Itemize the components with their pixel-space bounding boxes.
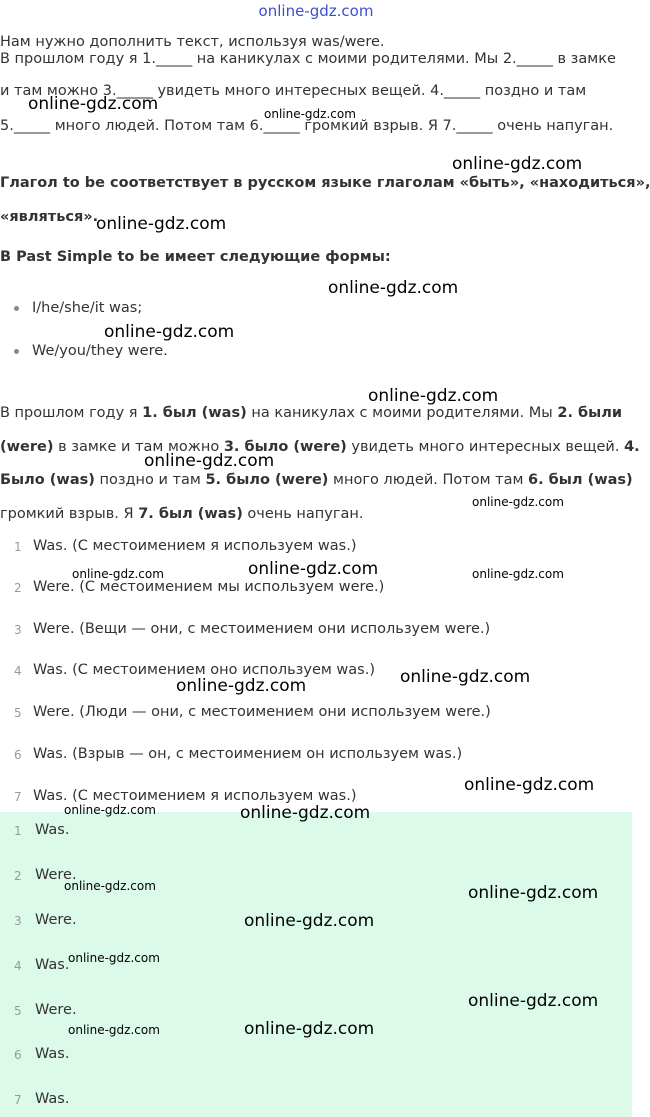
answer-number: 2 bbox=[14, 869, 22, 883]
answer-highlight: Было (was) bbox=[0, 472, 95, 488]
explanation-item: Was. (С местоимением я используем was.) bbox=[33, 538, 357, 554]
watermark: online-gdz.com bbox=[72, 567, 164, 581]
form-item-plural: We/you/they were. bbox=[32, 343, 168, 359]
watermark: online-gdz.com bbox=[452, 154, 583, 174]
watermark: online-gdz.com bbox=[368, 386, 499, 406]
answer-highlight: (were) bbox=[0, 439, 54, 455]
answer-text: увидеть много интересных вещей. bbox=[346, 439, 625, 455]
answer-text: на каникулах с моими родителями. Мы bbox=[246, 405, 558, 421]
explanation-number: 1 bbox=[14, 540, 22, 554]
watermark: online-gdz.com bbox=[264, 107, 356, 121]
answer-text: громкий взрыв. Я bbox=[0, 506, 139, 522]
answer-number: 7 bbox=[14, 1093, 22, 1107]
watermark: online-gdz.com bbox=[244, 911, 375, 931]
watermark: online-gdz.com bbox=[472, 567, 564, 581]
explanation-item: Was. (С местоимением я используем was.) bbox=[33, 788, 357, 804]
explanation-item: Were. (С местоимением мы используем were.) bbox=[33, 579, 385, 595]
answer-number: 3 bbox=[14, 914, 22, 928]
explanation-number: 6 bbox=[14, 748, 22, 762]
task-text-line-2: и там можно 3._____ увидеть много интересных вещей. 4._____ поздно и там bbox=[0, 83, 587, 99]
task-text-line-3: 5._____ много людей. Потом там 6._____ громкий взрыв. Я 7._____ очень напуган. bbox=[0, 118, 614, 134]
answer-number: 4 bbox=[14, 959, 22, 973]
rule-line-1: Глагол to be соответствует в русском языке глаголам «быть», «находиться», bbox=[0, 175, 650, 191]
watermark: online-gdz.com bbox=[244, 1019, 375, 1039]
answer-item: Were. bbox=[35, 867, 77, 883]
answer-highlight: 3. было (were) bbox=[223, 439, 347, 455]
watermark: online-gdz.com bbox=[104, 322, 235, 342]
explanation-number: 4 bbox=[14, 664, 22, 678]
answer-item: Were. bbox=[35, 1002, 77, 1018]
site-title[interactable]: online-gdz.com bbox=[258, 2, 374, 20]
watermark: online-gdz.com bbox=[328, 278, 459, 298]
answer-item: Was. bbox=[35, 1046, 70, 1062]
watermark: online-gdz.com bbox=[64, 879, 156, 893]
task-text-line-1: В прошлом году я 1._____ на каникулах с моими родителями. Мы 2._____ в замке bbox=[0, 51, 616, 67]
answer-highlight: 5. было (were) bbox=[205, 472, 329, 488]
answer-text: много людей. Потом там bbox=[328, 472, 529, 488]
answer-text: поздно и там bbox=[94, 472, 206, 488]
watermark: online-gdz.com bbox=[248, 559, 379, 579]
answer-highlight: 2. были bbox=[557, 405, 623, 421]
watermark: online-gdz.com bbox=[400, 667, 531, 687]
answer-paragraph-line-3 bbox=[0, 470, 632, 490]
bullet-icon bbox=[14, 306, 19, 311]
answer-item: Was. bbox=[35, 957, 70, 973]
answer-text: в замке и там можно bbox=[53, 439, 224, 455]
explanation-item: Were. (Вещи — они, с местоимением они используем were.) bbox=[33, 621, 491, 637]
explanation-number: 5 bbox=[14, 706, 22, 720]
rule-line-2: «являться». bbox=[0, 209, 99, 225]
answer-number: 6 bbox=[14, 1048, 22, 1062]
answer-text: В прошлом году я bbox=[0, 405, 143, 421]
task-instruction: Нам нужно дополнить текст, используя was/were. bbox=[0, 34, 385, 50]
watermark: online-gdz.com bbox=[144, 451, 275, 471]
answer-item: Was. bbox=[35, 822, 70, 838]
watermark: online-gdz.com bbox=[472, 495, 564, 509]
past-simple-heading: В Past Simple to be имеет следующие формы: bbox=[0, 249, 391, 265]
answer-item: Were. bbox=[35, 912, 77, 928]
watermark: online-gdz.com bbox=[96, 214, 227, 234]
answer-text: очень напуган. bbox=[242, 506, 364, 522]
watermark: online-gdz.com bbox=[240, 803, 371, 823]
form-item-singular: I/he/she/it was; bbox=[32, 300, 143, 316]
answer-highlight: 6. был (was) bbox=[528, 472, 633, 488]
explanation-item: Were. (Люди — они, с местоимением они используем were.) bbox=[33, 704, 491, 720]
watermark: online-gdz.com bbox=[176, 676, 307, 696]
answer-highlight: 4. bbox=[624, 439, 640, 455]
explanation-item: Was. (С местоимением оно используем was.) bbox=[33, 662, 375, 678]
answer-paragraph-line-1 bbox=[0, 403, 632, 423]
watermark: online-gdz.com bbox=[68, 1023, 160, 1037]
answer-number: 1 bbox=[14, 824, 22, 838]
explanation-number: 2 bbox=[14, 581, 22, 595]
explanation-item: Was. (Взрыв — он, с местоимением он используем was.) bbox=[33, 746, 463, 762]
answer-number: 5 bbox=[14, 1004, 22, 1018]
watermark: online-gdz.com bbox=[28, 94, 159, 114]
watermark: online-gdz.com bbox=[468, 991, 599, 1011]
explanation-number: 3 bbox=[14, 623, 22, 637]
answer-highlight: 7. был (was) bbox=[138, 506, 243, 522]
watermark: online-gdz.com bbox=[64, 803, 156, 817]
bullet-icon bbox=[14, 349, 19, 354]
answer-paragraph-line-2 bbox=[0, 437, 640, 457]
answer-highlight: 1. был (was) bbox=[142, 405, 247, 421]
explanation-number: 7 bbox=[14, 790, 22, 804]
watermark: online-gdz.com bbox=[68, 951, 160, 965]
watermark: online-gdz.com bbox=[468, 883, 599, 903]
answer-item: Was. bbox=[35, 1091, 70, 1107]
watermark: online-gdz.com bbox=[464, 775, 595, 795]
